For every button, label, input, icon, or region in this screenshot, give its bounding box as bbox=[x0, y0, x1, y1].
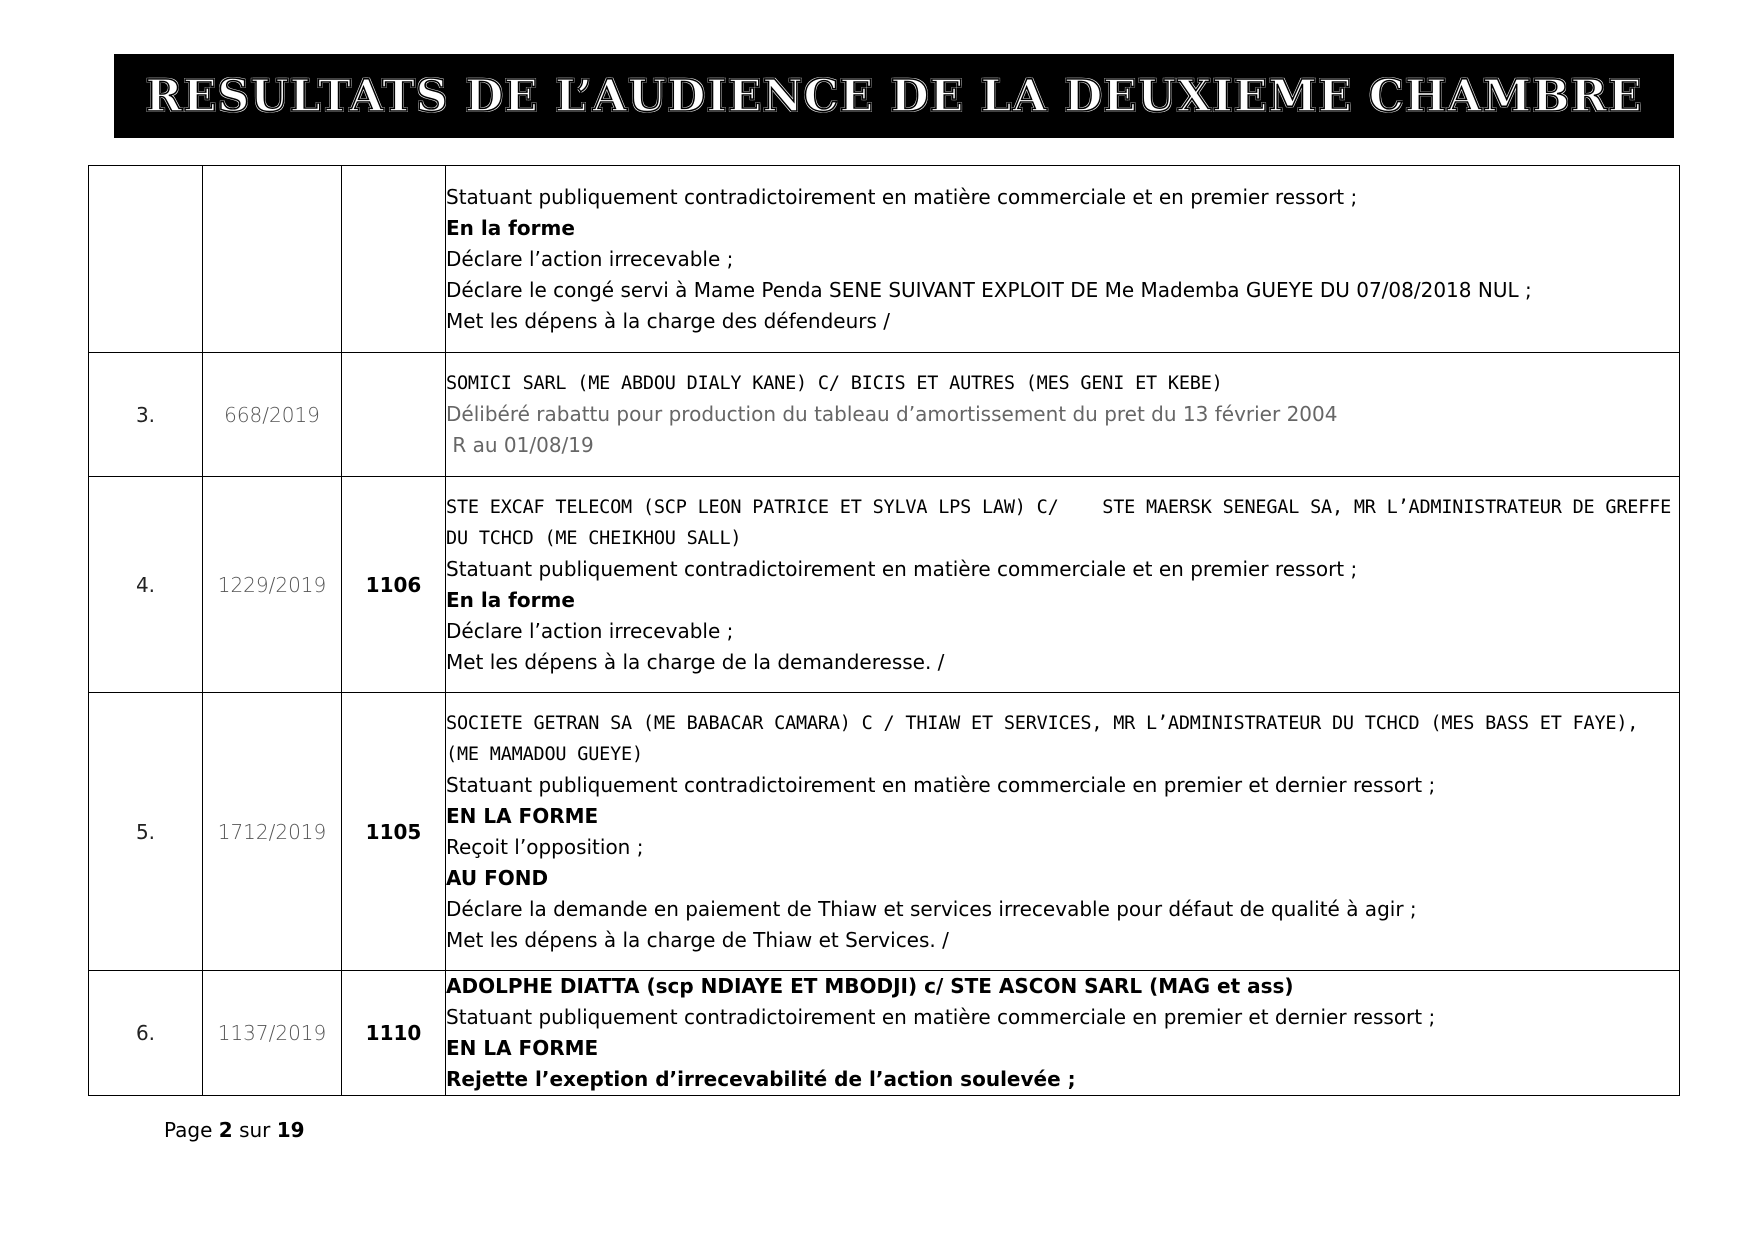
footer-page-total: 19 bbox=[276, 1118, 305, 1142]
decision-number: 1106 bbox=[342, 477, 446, 693]
page-banner bbox=[114, 54, 1674, 138]
case-parties: SOMICI SARL (ME ABDOU DIALY KANE) C/ BICIS ET AUTRES (MES GENI ET KEBE) bbox=[446, 373, 1223, 394]
case-details bbox=[446, 477, 1683, 693]
decision-number: 1110 bbox=[342, 971, 446, 1096]
ruling-heading: EN LA FORME bbox=[446, 803, 599, 828]
case-details bbox=[446, 353, 1680, 477]
case-rg: 1229/2019 bbox=[203, 477, 342, 693]
case-number bbox=[89, 166, 203, 353]
ruling-line: Met les dépens à la charge de la demanderesse. / bbox=[446, 649, 945, 674]
ruling-heading: AU FOND bbox=[446, 865, 549, 890]
ruling-line: Statuant publiquement contradictoirement en matière commerciale et en premier ressort ; bbox=[446, 556, 1358, 581]
ruling-line: Délibéré rabattu pour production du tableau d’amortissement du pret du 13 février 2004 bbox=[446, 402, 1338, 426]
ruling-heading: En la forme bbox=[446, 215, 575, 240]
ruling-line: Statuant publiquement contradictoirement en matière commerciale et en premier ressort ; bbox=[446, 184, 1358, 209]
ruling-heading: En la forme bbox=[446, 587, 575, 612]
table-row bbox=[89, 166, 1680, 353]
decision-number bbox=[342, 353, 446, 477]
ruling-line: Déclare le congé servi à Mame Penda SENE SUIVANT EXPLOIT DE Me Mademba GUEYE DU 07/08/2018 NUL ; bbox=[446, 277, 1532, 302]
ruling-line: R au 01/08/19 bbox=[446, 433, 594, 457]
table-row bbox=[89, 353, 1680, 477]
case-rg bbox=[203, 166, 342, 353]
footer-separator: sur bbox=[239, 1118, 271, 1142]
decision-number: 1105 bbox=[342, 693, 446, 971]
results-table bbox=[88, 165, 1683, 1096]
page-title: RESULTATS DE L’AUDIENCE DE LA DEUXIEME CHAMBRE bbox=[145, 70, 1643, 122]
case-parties: SOCIETE GETRAN SA (ME BABACAR CAMARA) C / THIAW ET SERVICES, MR L’ADMINISTRATEUR DU TCHCD (MES BASS ET FAYE), (ME MAMADOU GUEYE) bbox=[446, 712, 1639, 765]
page-footer bbox=[164, 1118, 305, 1142]
ruling-line: Déclare l’action irrecevable ; bbox=[446, 618, 734, 643]
case-rg: 1137/2019 bbox=[203, 971, 342, 1096]
ruling-line: Déclare l’action irrecevable ; bbox=[446, 246, 734, 271]
case-rg: 668/2019 bbox=[203, 353, 342, 477]
table-row bbox=[89, 477, 1680, 693]
ruling-heading: EN LA FORME bbox=[446, 1036, 599, 1060]
footer-page-number: 2 bbox=[218, 1118, 233, 1142]
case-number: 5. bbox=[89, 693, 203, 971]
ruling-line: Rejette l’exeption d’irrecevabilité de l’action soulevée ; bbox=[446, 1067, 1076, 1091]
case-details bbox=[446, 971, 1680, 1096]
table-row bbox=[89, 693, 1680, 971]
ruling-line: Déclare la demande en paiement de Thiaw et services irrecevable pour défaut de qualité à agir ; bbox=[446, 896, 1417, 921]
ruling-line: Reçoit l’opposition ; bbox=[446, 834, 644, 859]
case-details bbox=[446, 693, 1680, 971]
ruling-line: Statuant publiquement contradictoirement en matière commerciale en premier et dernier ressort ; bbox=[446, 1005, 1436, 1029]
case-number: 3. bbox=[89, 353, 203, 477]
footer-prefix: Page bbox=[164, 1118, 213, 1142]
case-rg: 1712/2019 bbox=[203, 693, 342, 971]
ruling-line: Met les dépens à la charge des défendeurs / bbox=[446, 308, 891, 333]
case-number: 4. bbox=[89, 477, 203, 693]
case-parties: STE EXCAF TELECOM (SCP LEON PATRICE ET SYLVA LPS LAW) C/ STE MAERSK SENEGAL SA, MR L’ADMINISTRATEUR DE GREFFE DU TCHCD (ME CHEIKHOU SALL) bbox=[446, 496, 1683, 549]
case-details bbox=[446, 166, 1680, 353]
table-row bbox=[89, 971, 1680, 1096]
case-parties: ADOLPHE DIATTA (scp NDIAYE ET MBODJI) c/ STE ASCON SARL (MAG et ass) bbox=[446, 974, 1294, 998]
decision-number bbox=[342, 166, 446, 353]
case-number: 6. bbox=[89, 971, 203, 1096]
ruling-line: Statuant publiquement contradictoirement en matière commerciale en premier et dernier ressort ; bbox=[446, 772, 1436, 797]
ruling-line: Met les dépens à la charge de Thiaw et Services. / bbox=[446, 927, 949, 952]
